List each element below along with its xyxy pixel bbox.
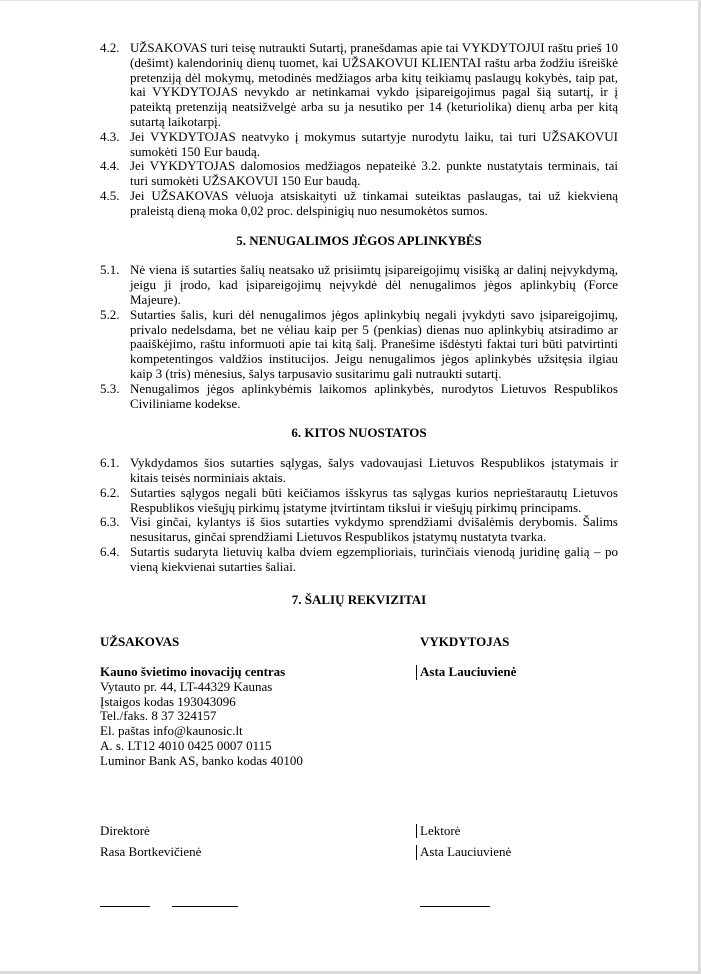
clause-6-2 (100, 486, 618, 516)
parties-requisites (100, 635, 618, 768)
signature-title-right: Lektorė (416, 824, 460, 839)
clause-number: 6.4. (100, 543, 120, 559)
party-vykdytojas (420, 635, 618, 768)
clause-4-4 (100, 159, 618, 189)
clause-number: 4.5. (100, 187, 120, 203)
clause-text: Sutarties sąlygos negali būti keičiamos išskyrus tas sąlygas kurios neprieštarautų Lietuvos Respublikos viešųjų pirkimų įstatyme įtvirtintam tikslui ir viešųjų pirkimų principams. (130, 484, 618, 515)
clause-text: Jei UŽSAKOVAS vėluoja atsiskaityti už tinkamai suteiktas paslaugas, tai už kiekvieną praleistą dieną moka 0,02 proc. delspinigių nuo nesumokėtos sumos. (130, 187, 618, 218)
party-role-left: UŽSAKOVAS (100, 634, 180, 650)
party-name-left: Kauno švietimo inovacijų centras (100, 664, 286, 680)
clause-number: 6.1. (100, 455, 120, 471)
clause-text: Jei VYKDYTOJAS dalomosios medžiagos nepateikė 3.2. punkte nustatytais terminais, tai turi sumokėti UŽSAKOVUI 150 Eur baudą. (130, 158, 618, 189)
clause-text: Nė viena iš sutarties šalių neatsako už prisiimtų įsipareigojimų visišką ar dalinį neįvykdymą, jeigu ji įrodo, kad įsipareigojimų neįvykdė dėl nenugalimos jėgos aplinkybių (Force Majeure). (130, 262, 618, 307)
spacer (420, 650, 618, 665)
clause-number: 5.1. (100, 262, 120, 278)
party-name-right: Asta Lauciuvienė (416, 665, 516, 680)
party-uzsakovas (100, 635, 420, 768)
section-4-clauses (100, 41, 618, 219)
signature-lines-left (100, 892, 420, 907)
signature-lines-row (100, 892, 618, 907)
clause-5-1 (100, 263, 618, 307)
clause-text: Sutarties šalis, kuri dėl nenugalimos jėgos aplinkybių negali įvykdyti savo įsipareigojimų, privalo nedelsdama, bet ne vėliau kaip per 5 (penkias) dienas nuo aplinkybių atsiradimo ar paaiškėjimo, raštu informuoti apie tai kitą šalį. Pranešime išdėstyti faktai turi būti patvirtinti kompetentingos valdžios institucijos. Jeigu nenugalimos jėgos aplinkybės užsitęsia ilgiau kaip 3 (tris) mėnesius, šalys tarpusavio susitarimu gali nutraukti sutartį. (130, 306, 618, 381)
clause-5-3 (100, 382, 618, 412)
section-6-heading: 6. KITOS NUOSTATOS (291, 425, 427, 441)
clause-number: 6.2. (100, 484, 120, 500)
clause-5-2 (100, 308, 618, 382)
clause-text: Vykdydamos šios sutarties sąlygas, šalys vadovaujasi Lietuvos Respublikos įstatymais ir kitais teisės norminiais aktais. (130, 455, 618, 485)
clause-number: 5.3. (100, 380, 120, 396)
party-bank: Luminor Bank AS, banko kodas 40100 (100, 752, 303, 768)
signature-line (420, 894, 490, 907)
signature-line (100, 894, 150, 907)
clause-text: Visi ginčai, kylantys iš šios sutarties vykdymo sprendžiami dvišalėmis derybomis. Šalims nesusitarus, ginčai sprendžiami Lietuvos Respublikos įstatymų nustatyta tvarka. (130, 514, 618, 545)
party-role-right: VYKDYTOJAS (420, 634, 510, 650)
clause-text: UŽSAKOVAS turi teisę nutraukti Sutartį, pranešdamas apie tai VYKDYTOJUI raštu prieš 10 (dešimt) kalendorinių dienų tuomet, kai UŽSAKOVUI KLIENTAI raštu arba žodžiu išreiškė pretenziją dėl mokymų, metodinės medžiagos arba kitų teikiamų paslaugų kokybės, taip pat, kai VYKDYTOJAS nevykdo ar netinkamai vykdo įsipareigojimus pagal šią sutartį, ir į pateiktą pretenziją neatsižvelgė arba su ja nesutiko per 14 (keturiolika) dienų arba per kitą sutartą laikotarpį. (130, 40, 618, 129)
party-phone: Tel./faks. 8 37 324157 (100, 708, 217, 724)
clause-6-1 (100, 456, 618, 486)
clause-6-3 (100, 515, 618, 545)
clause-number: 4.4. (100, 158, 120, 174)
spacer (100, 650, 420, 665)
party-email: El. paštas info@kaunosic.lt (100, 723, 243, 739)
clause-text: Sutartis sudaryta lietuvių kalba dviem egzemplioriais, turinčiais vienodą juridinę galią – po vieną kiekvienai sutarties šaliai. (130, 543, 618, 574)
signature-line (172, 894, 238, 907)
clause-4-2 (100, 41, 618, 130)
clause-text: Jei VYKDYTOJAS neatvyko į mokymus sutartyje nurodytu laiku, tai turi UŽSAKOVUI sumokėti 150 Eur baudą. (130, 128, 618, 159)
signature-lines-right (420, 892, 618, 907)
clause-number: 4.2. (100, 40, 120, 55)
signature-title-left: Direktorė (100, 822, 150, 838)
section-5-clauses (100, 263, 618, 411)
party-company-code: Įstaigos kodas 193043096 (100, 693, 236, 709)
clause-number: 5.2. (100, 306, 120, 322)
section-5-heading: 5. NENUGALIMOS JĖGOS APLINKYBĖS (236, 232, 482, 248)
clause-4-3 (100, 130, 618, 160)
signature-right (420, 824, 618, 861)
signature-block (100, 824, 618, 861)
signature-name-left: Rasa Bortkevičienė (100, 844, 202, 860)
clause-number: 6.3. (100, 514, 120, 530)
clause-number: 4.3. (100, 128, 120, 144)
signature-left (100, 824, 420, 861)
section-6-clauses (100, 456, 618, 574)
clause-6-4 (100, 545, 618, 575)
party-address: Vytauto pr. 44, LT-44329 Kaunas (100, 678, 273, 694)
clause-text: Nenugalimos jėgos aplinkybėmis laikomos aplinkybės, nurodytos Lietuvos Respublikos Civiliniame kodekse. (130, 380, 618, 411)
section-7-heading: 7. ŠALIŲ REKVIZITAI (291, 591, 427, 607)
party-account: A. s. LT12 4010 0425 0007 0115 (100, 738, 272, 754)
clause-4-5 (100, 189, 618, 219)
signature-name-right: Asta Lauciuvienė (416, 845, 511, 860)
